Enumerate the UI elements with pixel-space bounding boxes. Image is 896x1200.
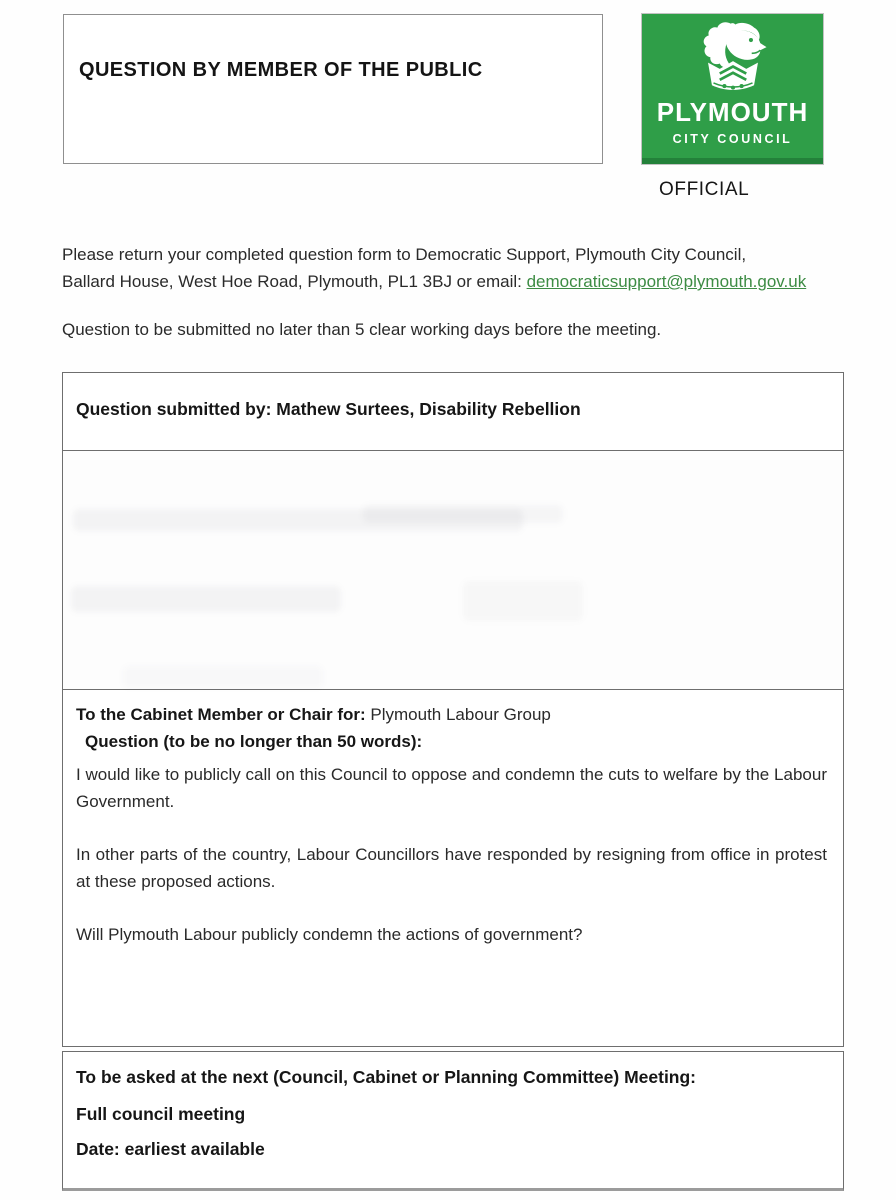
meeting-type: Full council meeting — [76, 1104, 246, 1124]
cabinet-member-label: To the Cabinet Member or Chair for: — [76, 705, 366, 724]
question-paragraph: Will Plymouth Labour publicly condemn the actions of government? — [76, 925, 583, 944]
democratic-support-email-link[interactable]: democraticsupport@plymouth.gov.uk — [526, 272, 807, 291]
council-logo — [641, 13, 824, 165]
return-instructions-line1: Please return your completed question form to Democratic Support, Plymouth City Council, — [62, 245, 747, 264]
redaction-smudge — [463, 581, 583, 621]
question-form-table — [62, 372, 844, 1047]
logo-wordmark: PLYMOUTH — [656, 97, 809, 127]
redaction-smudge — [123, 666, 323, 688]
cabinet-member-value: Plymouth Labour Group — [365, 705, 551, 724]
question-paragraph: I would like to publicly call on this Council to oppose and condemn the cuts to welfare by the Labour Government. — [76, 765, 827, 811]
question-length-label: Question (to be no longer than 50 words): — [85, 732, 423, 751]
redaction-smudge — [363, 505, 563, 523]
question-row — [63, 690, 843, 1046]
submitted-by-row: Question submitted by: Mathew Surtees, Disability Rebellion — [63, 373, 843, 451]
cabinet-member-line — [76, 701, 827, 728]
meeting-details-box — [62, 1051, 844, 1191]
meeting-date: Date: earliest available — [76, 1139, 265, 1159]
lion-crest-icon — [683, 19, 783, 97]
return-instructions — [62, 241, 852, 295]
redacted-contact-details-area — [63, 451, 843, 690]
meeting-heading: To be asked at the next (Council, Cabinet or Planning Committee) Meeting: — [76, 1067, 697, 1087]
submission-deadline-note: Question to be submitted no later than 5 clear working days before the meeting. — [62, 320, 662, 339]
official-classification-label: OFFICIAL — [659, 179, 750, 200]
logo-bottom-strip — [642, 158, 823, 164]
question-paragraph: In other parts of the country, Labour Councillors have responded by resigning from office in protest at these proposed actions. — [76, 845, 827, 891]
form-title-box — [63, 14, 603, 164]
form-title: QUESTION BY MEMBER OF THE PUBLIC — [79, 59, 483, 81]
return-instructions-line2: Ballard House, West Hoe Road, Plymouth, PL1 3BJ or email: — [62, 272, 527, 291]
redaction-smudge — [71, 586, 341, 612]
logo-subtitle: CITY COUNCIL — [672, 132, 793, 146]
